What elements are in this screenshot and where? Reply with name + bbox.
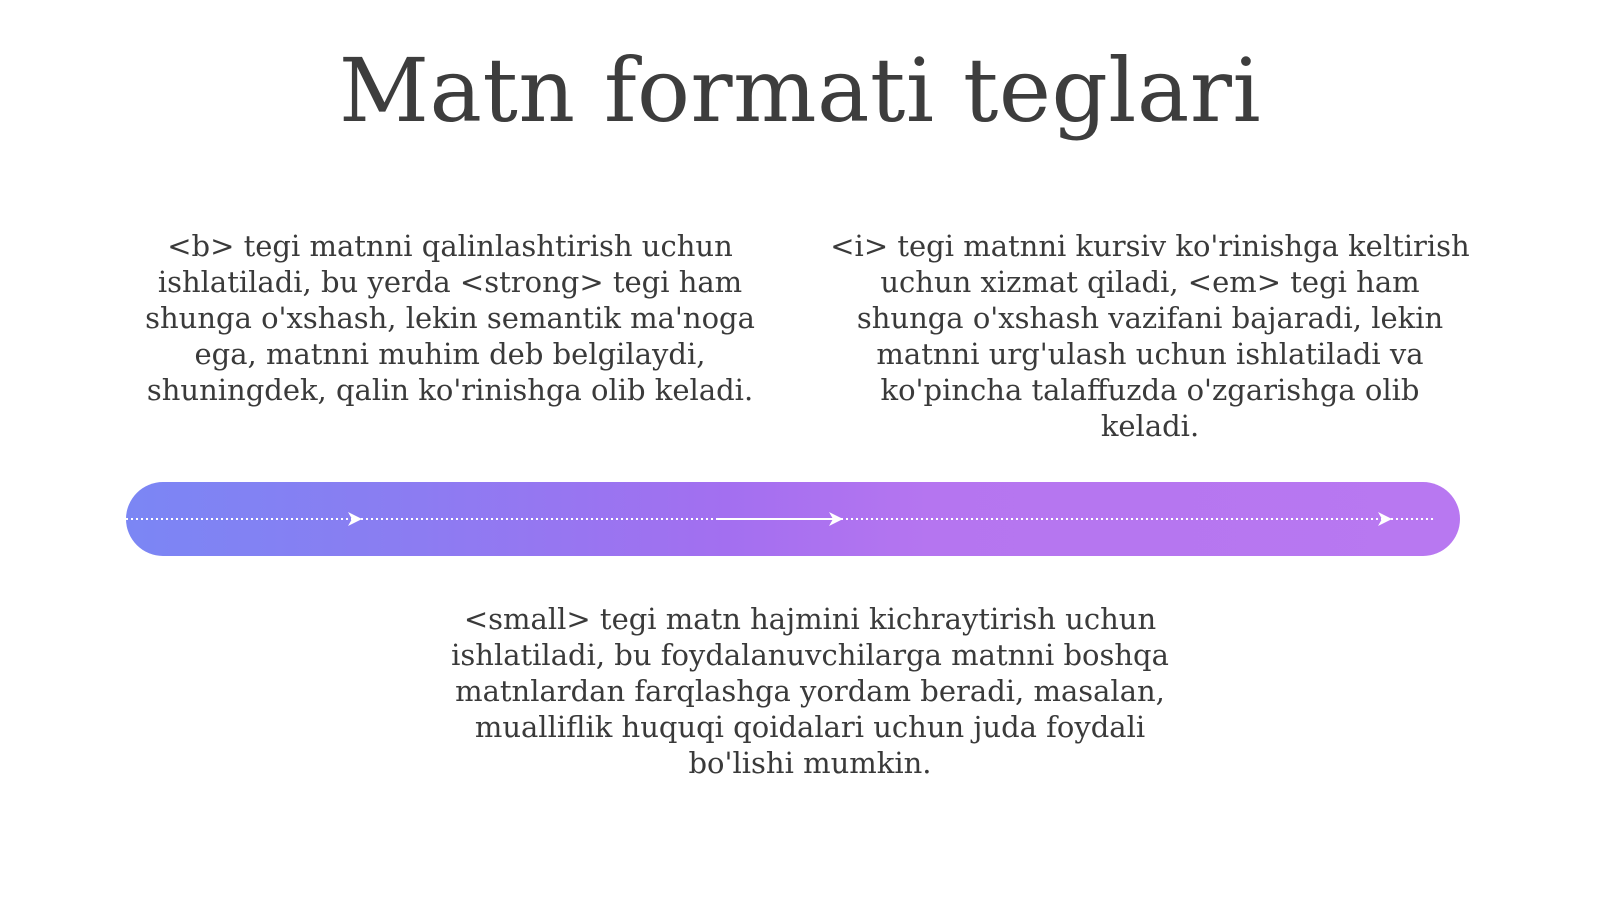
text-block-bold-tag: <b> tegi matnni qalinlashtirish uchun ishlatiladi, bu yerda <strong> tegi ham shunga o'xshash, lekin semantik ma'noga ega, matnni muhim deb belgilaydi, shuningdek, qalin ko'rinishga olib keladi. [145,229,755,407]
text-block-small-tag: <small> tegi matn hajmini kichraytirish uchun ishlatiladi, bu foydalanuvchilarga matnni boshqa matnlardan farqlashga yordam beradi, masalan, mualliflik huquqi qoidalari uchun juda foydali bo'lishi mumkin. [451,602,1169,780]
arrow-right-icon [1378,512,1392,526]
text-block-italic-tag: <i> tegi matnni kursiv ko'rinishga keltirish uchun xizmat qiladi, <em> tegi ham shunga o'xshash vazifani bajaradi, lekin matnni urg'ulash uchun ishlatiladi va ko'pincha talaffuzda o'zgarishga olib keladi. [830,229,1470,443]
timeline-bar [126,482,1460,556]
arrow-right-icon [348,512,362,526]
slide-title: Matn formati teglari [338,39,1262,142]
timeline-arrows [126,482,1460,556]
